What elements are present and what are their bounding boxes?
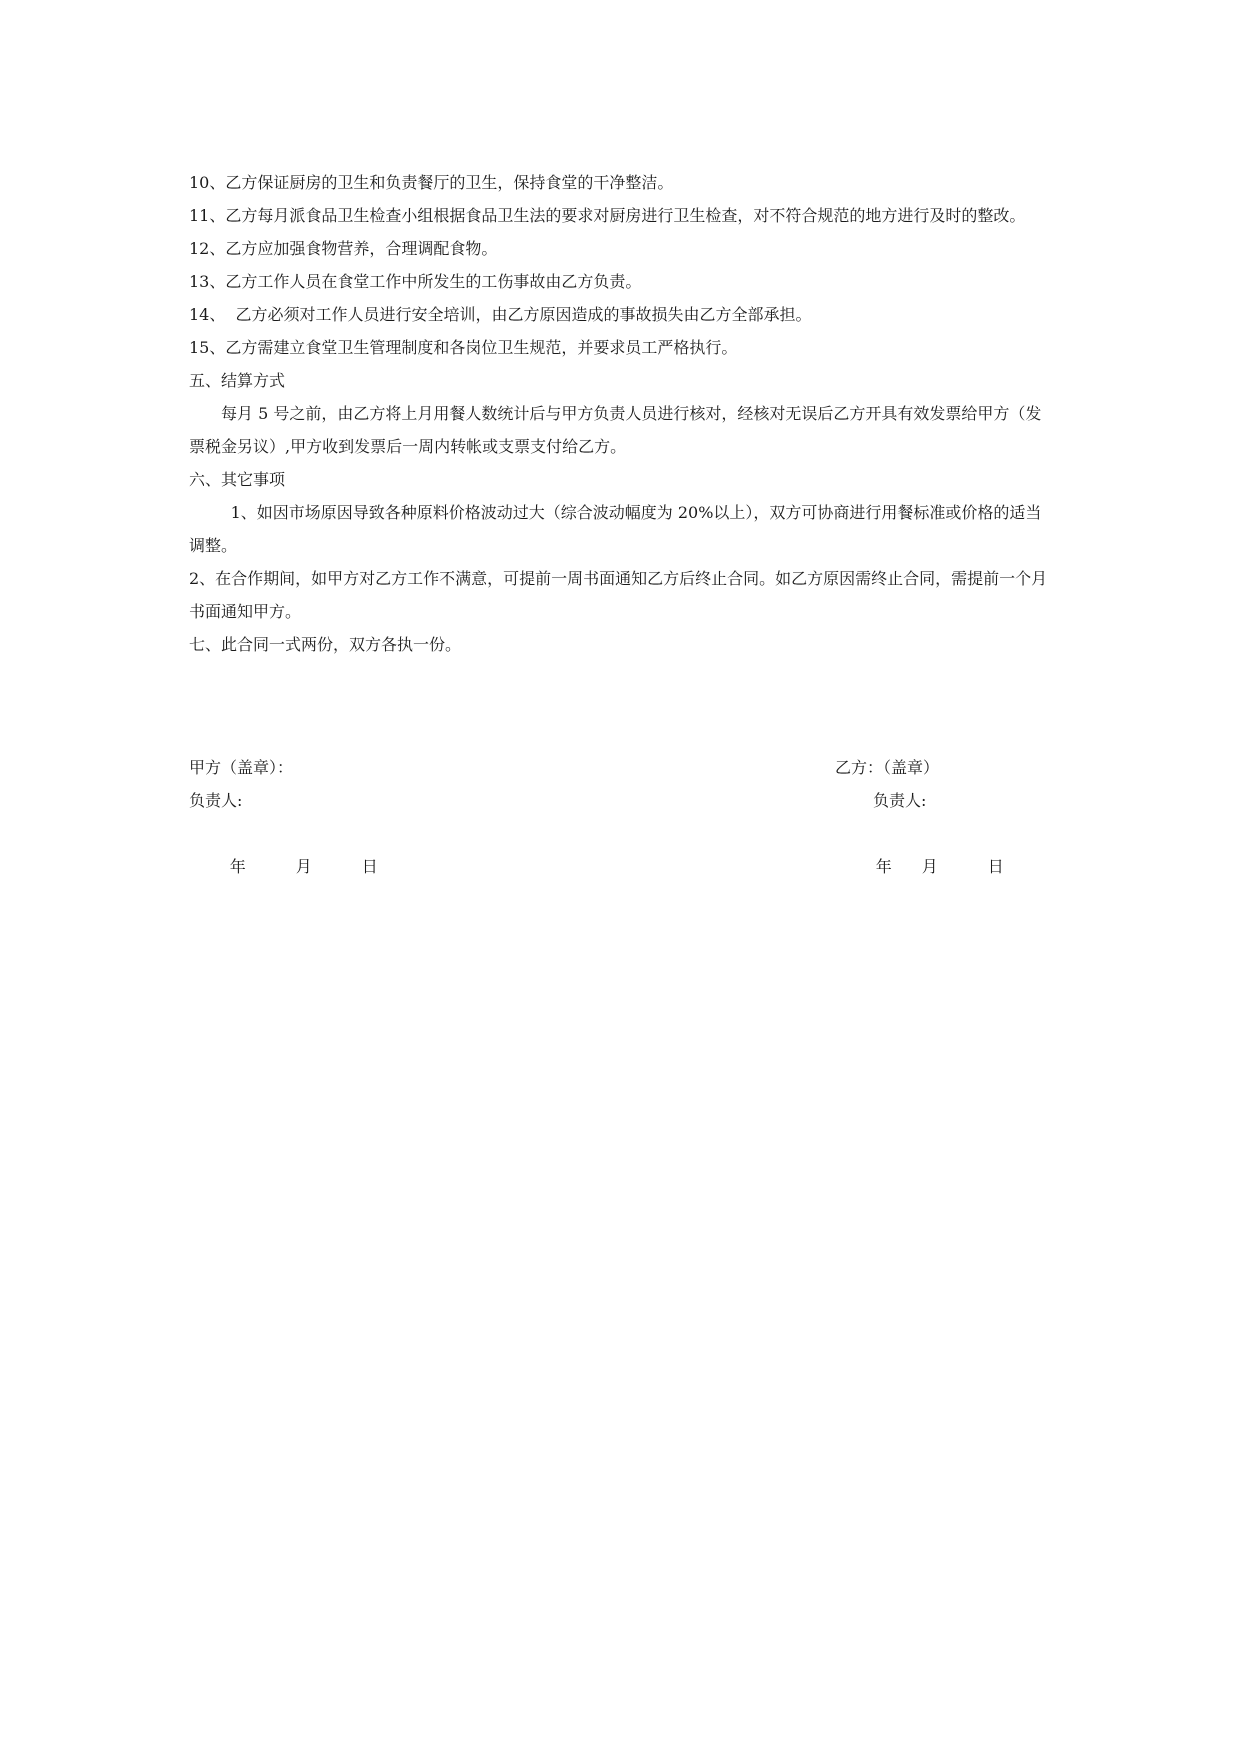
contract-body: [189, 166, 1057, 661]
section-copies: 七、此合同一式两份，双方各执一份。: [189, 635, 462, 654]
clause-14: 14、 乙方必须对工作人员进行安全培训，由乙方原因造成的事故损失由乙方全部承担。: [189, 305, 812, 324]
clause-12: 12、乙方应加强食物营养，合理调配食物。: [189, 239, 498, 258]
party-b-date: [835, 817, 1004, 916]
clause-13: 13、乙方工作人员在食堂工作中所发生的工伤事故由乙方负责。: [189, 272, 642, 291]
party-a-month-label: 月: [295, 857, 312, 876]
party-b-seal-label: 乙方：（盖章）: [835, 758, 940, 777]
party-b-responsible-label: 负责人:: [873, 791, 927, 810]
party-b-signature: [835, 751, 1004, 916]
clause-10: 10、乙方保证厨房的卫生和负责餐厅的卫生，保持食堂的干净整洁。: [189, 173, 674, 192]
clause-15: 15、乙方需建立食堂卫生管理制度和各岗位卫生规范，并要求员工严格执行。: [189, 338, 738, 357]
party-b-day-label: 日: [987, 857, 1004, 876]
other-matters-item-2: 2、在合作期间，如甲方对乙方工作不满意，可提前一周书面通知乙方后终止合同。如乙方原因需终止合同，需提前一个月书面通知甲方。: [189, 569, 1048, 621]
section-heading-other-matters: 六、其它事项: [189, 470, 286, 489]
section-heading-settlement: 五、结算方式: [189, 371, 286, 390]
party-b-month-label: 月: [921, 857, 938, 876]
party-a-date: [189, 817, 378, 916]
party-a-responsible-label: 负责人:: [189, 791, 243, 810]
clause-11: 11、乙方每月派食品卫生检查小组根据食品卫生法的要求对厨房进行卫生检查，对不符合规范的地方进行及时的整改。: [189, 206, 1026, 225]
party-a-day-label: 日: [361, 857, 378, 876]
party-a-signature: [189, 751, 378, 916]
party-a-seal-label: 甲方（盖章）：: [189, 758, 294, 777]
other-matters-item-1: 1、如因市场原因导致各种原料价格波动过大（综合波动幅度为 20%以上），双方可协商进行用餐标准或价格的适当调整。: [189, 503, 1042, 555]
party-b-year-label: 年: [875, 857, 892, 876]
settlement-paragraph: 每月 5 号之前，由乙方将上月用餐人数统计后与甲方负责人员进行核对，经核对无误后乙方开具有效发票给甲方（发票税金另议）,甲方收到发票后一周内转帐或支票支付给乙方。: [189, 404, 1042, 456]
party-a-year-label: 年: [229, 857, 246, 876]
